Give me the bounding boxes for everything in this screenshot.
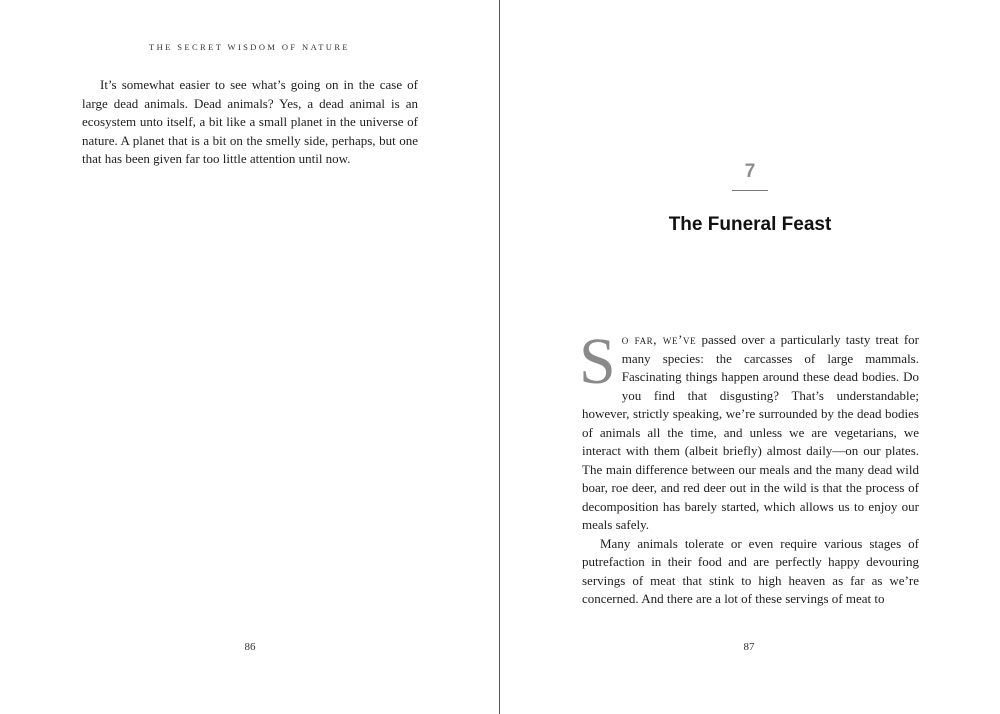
left-page-body	[82, 76, 418, 169]
left-paragraph: It’s somewhat easier to see what’s going on in the case of large dead animals. Dead animals? Yes, a dead animal is an ecosystem unto itself, a bit like a small planet in the universe of nature. A planet that is a bit on the smelly side, perhaps, but one that has been given far too little attention until now.	[82, 77, 418, 166]
chapter-number: 7	[744, 161, 756, 182]
page-number-right: 87	[743, 641, 755, 653]
opening-paragraph-text: passed over a particularly tasty treat for many species: the carcasses of large mammals. Fascinating things happen around these dead bodies. Do you find that disgusting? That’s understandable; however, strictly speaking, we’re surrounded by the dead bodies of animals all the time, and unless we are vegetarians, we interact with them (albeit briefly) almost daily—on our plates. The main difference between our meals and the many dead wild boar, roe deer, and red deer out in the wild is that the process of decomposition has barely started, which allows us to enjoy our meals safely.	[582, 332, 920, 532]
second-paragraph: Many animals tolerate or even require various stages of putrefaction in their food and are perfectly happy devouring servings of meat that stink to high heaven as far as we’re concerned. And there are a lot of these servings of meat to	[582, 535, 919, 606]
chapter-number-rule	[732, 190, 768, 191]
lead-in-small-caps: o far, we’ve	[621, 332, 697, 347]
page-number-left: 86	[244, 641, 256, 653]
chapter-title: The Funeral Feast	[668, 214, 832, 235]
running-head: THE SECRET WISDOM OF NATURE	[149, 42, 350, 52]
opening-paragraph	[579, 325, 920, 535]
right-page-body	[579, 325, 920, 609]
drop-cap: S	[579, 325, 616, 398]
